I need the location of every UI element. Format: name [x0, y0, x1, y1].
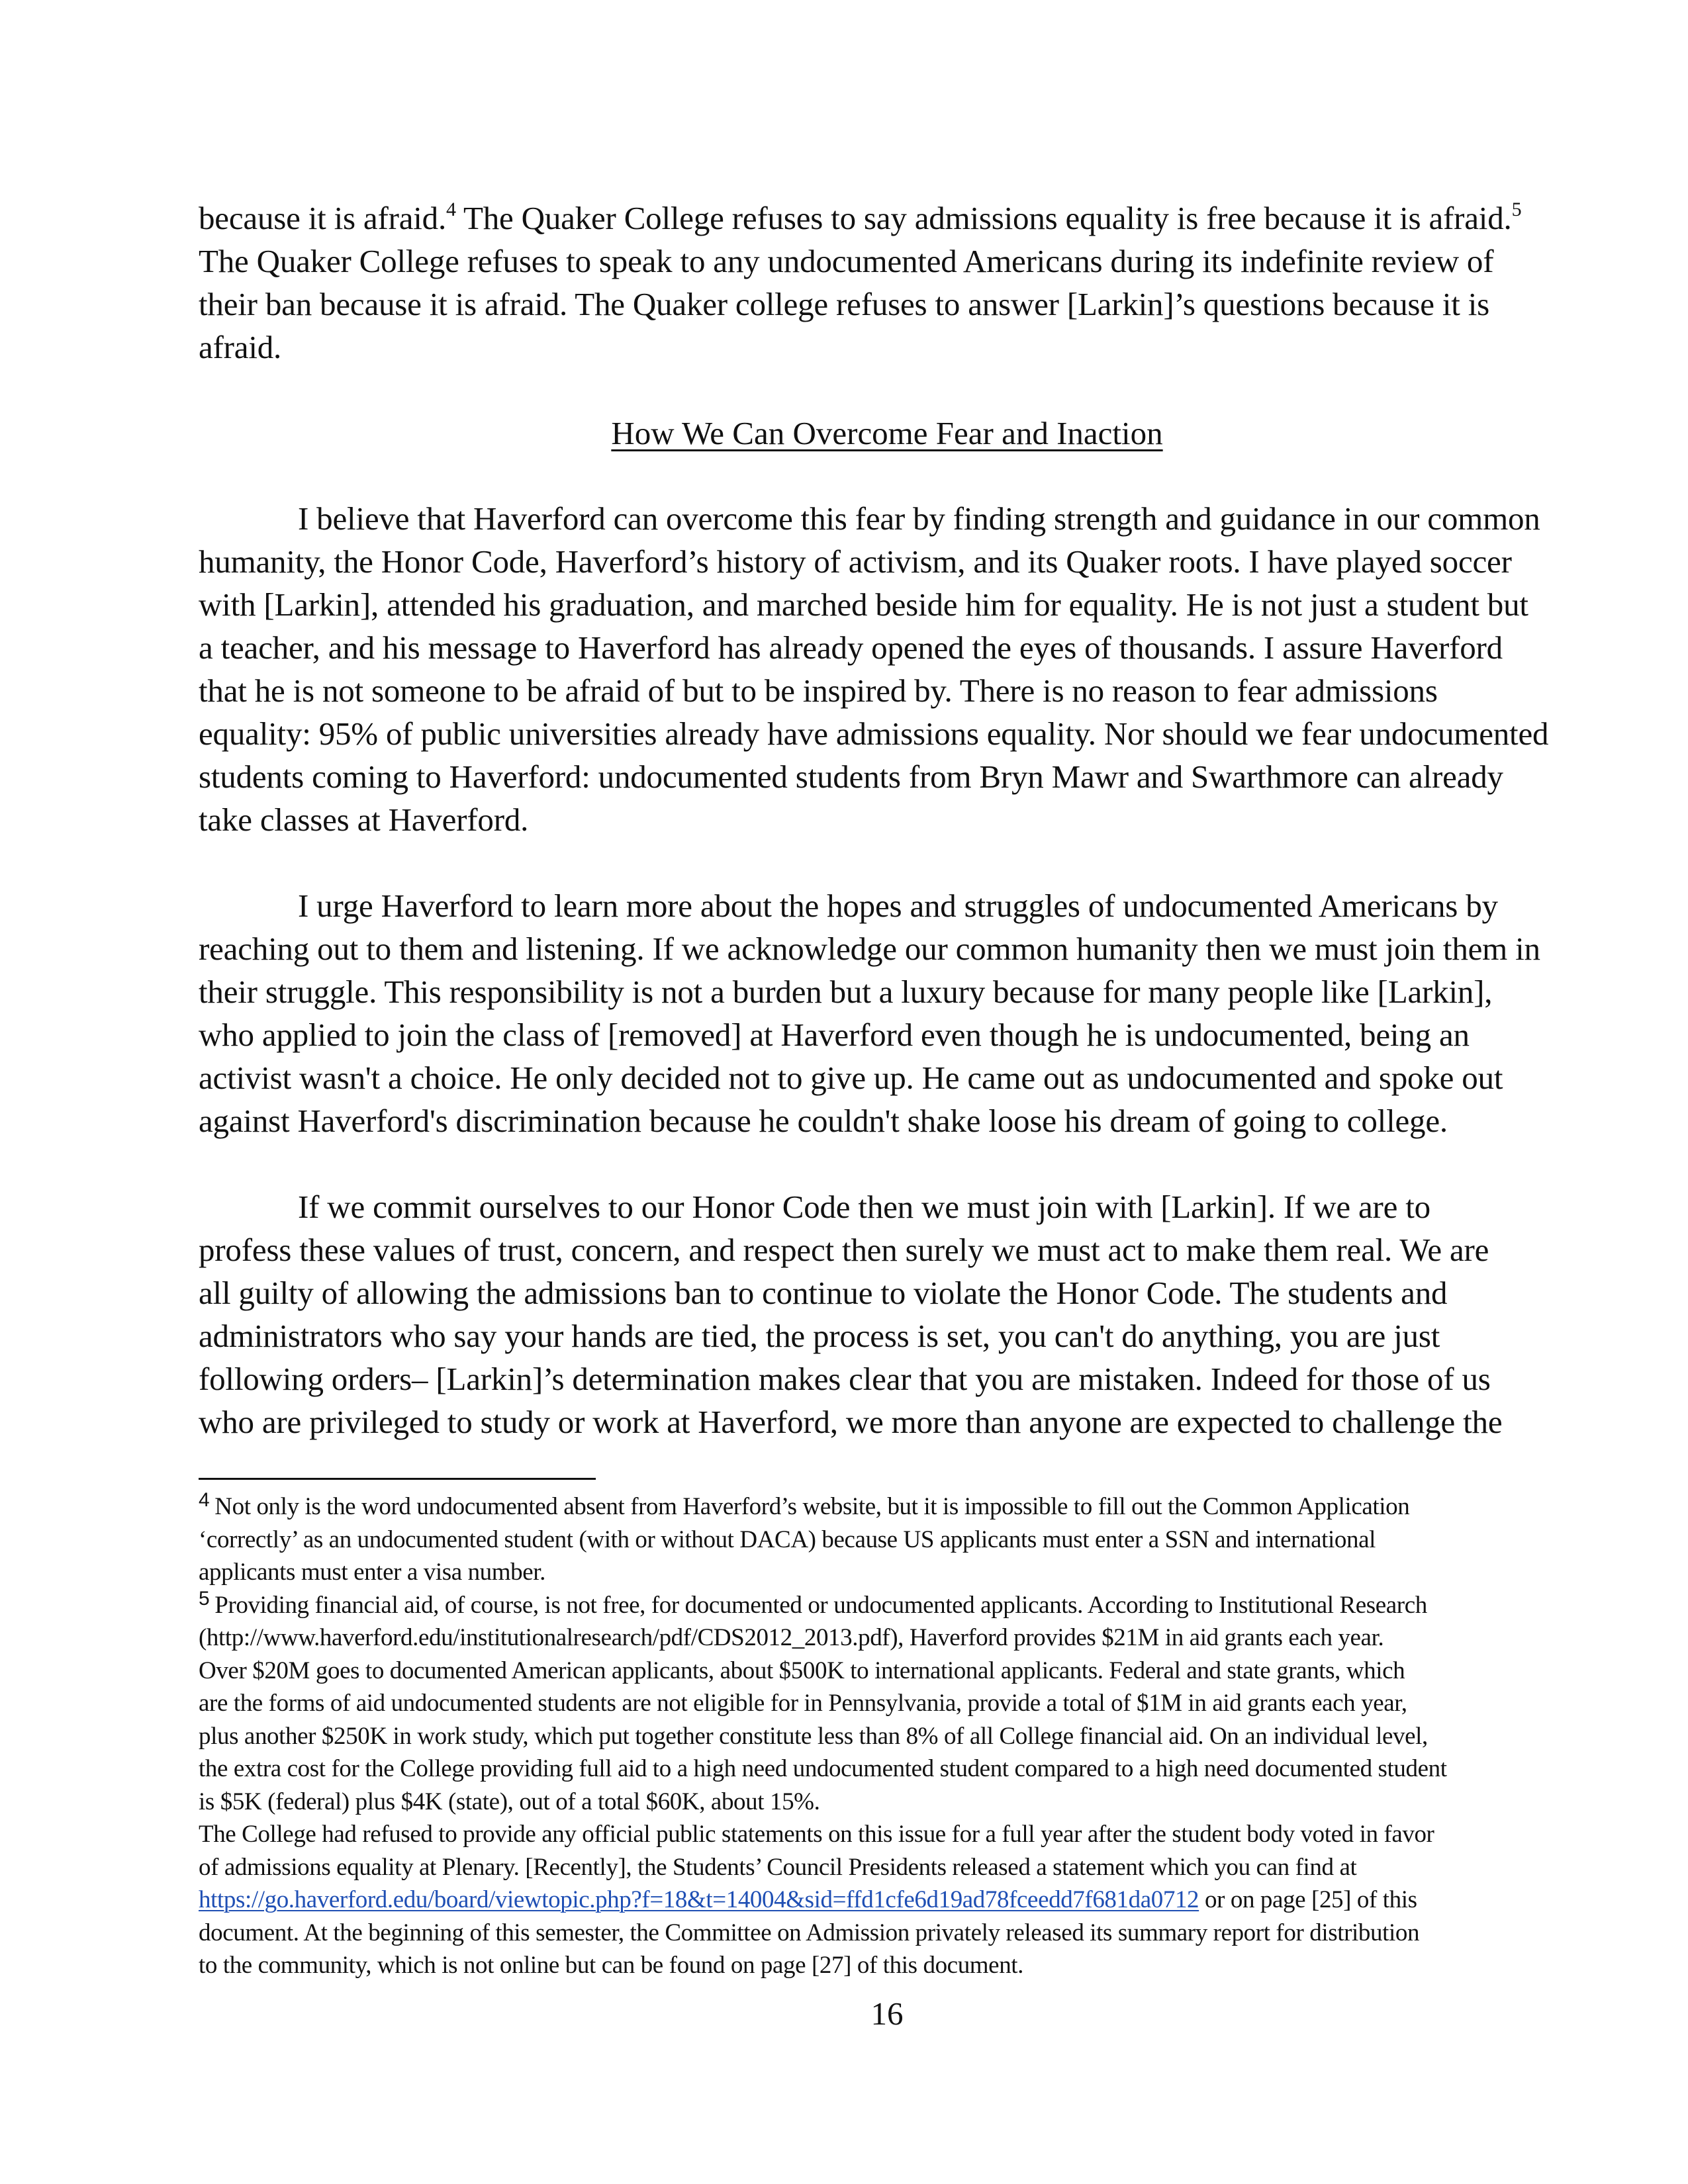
paragraph-3	[199, 1185, 1575, 1443]
footnote-line: https://go.haverford.edu/board/viewtopic.php?f=18&t=14004&sid=ffd1cfe6d19ad78fceedd7f681da0712 or on page [25] of this	[199, 1886, 1417, 1913]
page-number: 16	[870, 1995, 904, 2032]
body-line: with [Larkin], attended his graduation, and marched beside him for equality. He is not just a student but	[199, 586, 1528, 623]
footnote-line: ‘correctly’ as an undocumented student (with or without DACA) because US applicants must enter a SSN and international	[199, 1525, 1376, 1553]
footnote-separator	[199, 1478, 596, 1480]
footnote-reference-5[interactable]: 5	[1511, 199, 1522, 220]
opening-paragraph	[199, 197, 1575, 369]
body-line: all guilty of allowing the admissions ban to continue to violate the Honor Code. The students and	[199, 1275, 1448, 1311]
footnote-line: document. At the beginning of this semester, the Committee on Admission privately released its summary report for distribution	[199, 1919, 1420, 1946]
body-line: take classes at Haverford.	[199, 801, 529, 838]
footnote-line: is $5K (federal) plus $4K (state), out of a total $60K, about 15%.	[199, 1788, 820, 1815]
body-line: who are privileged to study or work at Haverford, we more than anyone are expected to challenge the	[199, 1404, 1503, 1440]
body-line: I urge Haverford to learn more about the hopes and struggles of undocumented Americans by	[298, 887, 1498, 924]
section-heading	[199, 412, 1575, 455]
footnote-line: plus another $250K in work study, which put together constitute less than 8% of all College financial aid. On an individual level,	[199, 1722, 1428, 1750]
body-line: students coming to Haverford: undocumented students from Bryn Mawr and Swarthmore can already	[199, 758, 1503, 795]
body-line: that he is not someone to be afraid of but to be inspired by. There is no reason to fear admissions	[199, 672, 1438, 709]
body-line: their ban because it is afraid. The Quaker college refuses to answer [Larkin]’s questions because it is	[199, 286, 1490, 322]
body-line: equality: 95% of public universities already have admissions equality. Nor should we fear undocumented	[199, 715, 1549, 752]
footnote-marker: 4	[199, 1489, 210, 1511]
footnote-marker: 5	[199, 1587, 210, 1610]
footnote-5	[199, 1589, 1589, 1982]
footnote-line: Over $20M goes to documented American applicants, about $500K to international applicants. Federal and state grants, which	[199, 1657, 1405, 1684]
footnote-line: to the community, which is not online but can be found on page [27] of this document.	[199, 1952, 1024, 1979]
body-line: reaching out to them and listening. If we acknowledge our common humanity then we must join them in	[199, 931, 1540, 967]
body-line: because it is afraid.$^4$ The Quaker College refuses to say admissions equality is free because it is afraid.$^5$	[199, 199, 1522, 236]
body-line: If we commit ourselves to our Honor Code then we must join with [Larkin]. If we are to	[298, 1189, 1430, 1225]
footnote-reference-4[interactable]: 4	[446, 199, 456, 220]
body-line: administrators who say your hands are tied, the process is set, you can't do anything, you are just	[199, 1318, 1440, 1354]
paragraph-1	[199, 497, 1575, 841]
footnote-line: (http://www.haverford.edu/institutionalresearch/pdf/CDS2012_2013.pdf), Haverford provides $21M in aid grants each year.	[199, 1624, 1384, 1651]
body-line: who applied to join the class of [removed] at Haverford even though he is undocumented, being an	[199, 1017, 1470, 1053]
footnote-4	[199, 1490, 1589, 1589]
body-line: humanity, the Honor Code, Haverford’s history of activism, and its Quaker roots. I have played soccer	[199, 543, 1512, 580]
document-page	[199, 0, 1575, 2184]
body-line: their struggle. This responsibility is not a burden but a luxury because for many people like [Larkin],	[199, 974, 1493, 1010]
body-line: profess these values of trust, concern, and respect then surely we must act to make them real. We are	[199, 1232, 1489, 1268]
body-line: activist wasn't a choice. He only decided not to give up. He came out as undocumented and spoke out	[199, 1060, 1503, 1096]
footnote-line: $^4$ Not only is the word undocumented absent from Haverford’s website, but it is impossible to fill out the Common Application	[199, 1489, 1410, 1520]
body-line: The Quaker College refuses to speak to any undocumented Americans during its indefinite review of	[199, 243, 1494, 279]
footnote-line: $^5$ Providing financial aid, of course, is not free, for documented or undocumented applicants. According to Institutional Research	[199, 1587, 1427, 1619]
footnote-line: the extra cost for the College providing full aid to a high need undocumented student compared to a high need documented student	[199, 1755, 1447, 1782]
footnote-line: of admissions equality at Plenary. [Recently], the Students’ Council Presidents released a statement which you can find at	[199, 1853, 1357, 1881]
body-line: afraid.	[199, 329, 282, 365]
section-heading-text: How We Can Overcome Fear and Inaction	[611, 415, 1163, 451]
body-line: following orders– [Larkin]’s determination makes clear that you are mistaken. Indeed for those of us	[199, 1361, 1491, 1397]
paragraph-2	[199, 884, 1575, 1142]
body-line: against Haverford's discrimination because he couldn't shake loose his dream of going to college.	[199, 1103, 1448, 1139]
body-line: a teacher, and his message to Haverford has already opened the eyes of thousands. I assure Haverford	[199, 629, 1503, 666]
footnote-line: applicants must enter a visa number.	[199, 1559, 546, 1586]
footnote-line: The College had refused to provide any official public statements on this issue for a full year after the student body voted in favor	[199, 1821, 1434, 1848]
footnote-line: are the forms of aid undocumented students are not eligible for in Pennsylvania, provide a total of $1M in aid grants each year,	[199, 1690, 1407, 1717]
statement-link[interactable]: https://go.haverford.edu/board/viewtopic.php?f=18&t=14004&sid=ffd1cfe6d19ad78fceedd7f681da0712	[199, 1886, 1199, 1913]
footnotes	[199, 1490, 1589, 1982]
body-line: I believe that Haverford can overcome this fear by finding strength and guidance in our common	[298, 500, 1540, 537]
